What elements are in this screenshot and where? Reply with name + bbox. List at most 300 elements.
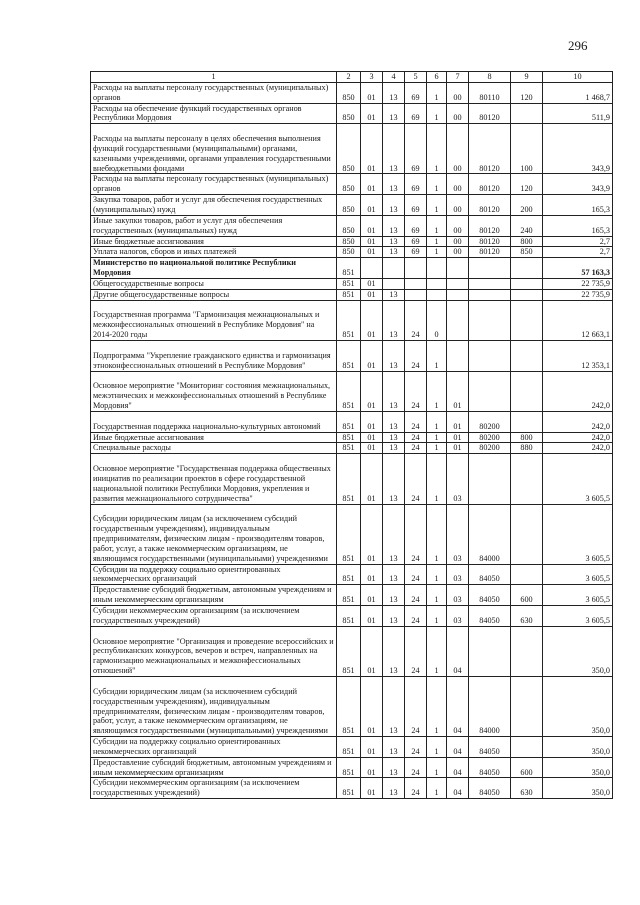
row-program-cell: 69 (405, 236, 427, 247)
row-event-cell: 00 (447, 195, 469, 216)
row-code-cell: 851 (337, 258, 361, 279)
row-amount-cell: 350,0 (543, 626, 613, 676)
row-direction-cell (469, 371, 511, 411)
row-program-cell: 24 (405, 432, 427, 443)
row-code-cell: 850 (337, 236, 361, 247)
row-section-cell: 01 (361, 174, 383, 195)
row-program-cell: 69 (405, 103, 427, 124)
row-amount-cell: 242,0 (543, 443, 613, 454)
row-expense-type-cell (511, 504, 543, 564)
row-subsection-cell: 13 (383, 454, 405, 504)
row-expense-type-cell (511, 258, 543, 279)
row-event-cell (447, 300, 469, 340)
row-event-cell: 03 (447, 585, 469, 606)
row-subprogram-cell: 1 (427, 124, 447, 174)
row-subprogram-cell: 1 (427, 340, 447, 371)
row-section-cell: 01 (361, 504, 383, 564)
row-section-cell: 01 (361, 737, 383, 758)
row-subprogram-cell: 1 (427, 757, 447, 778)
table-row (91, 340, 613, 371)
row-amount-cell: 2,7 (543, 247, 613, 258)
row-subsection-cell: 13 (383, 737, 405, 758)
row-name-cell: Субсидии некоммерческим организациям (за исключением государственных учреждений) (91, 606, 337, 627)
table-row (91, 289, 613, 300)
row-name-cell: Общегосударственные вопросы (91, 278, 337, 289)
row-amount-cell: 165,3 (543, 195, 613, 216)
row-direction-cell (469, 289, 511, 300)
row-subsection-cell: 13 (383, 236, 405, 247)
row-direction-cell: 80200 (469, 411, 511, 432)
row-direction-cell: 80120 (469, 103, 511, 124)
row-expense-type-cell (511, 564, 543, 585)
row-section-cell: 01 (361, 82, 383, 103)
row-subprogram-cell: 1 (427, 564, 447, 585)
row-event-cell (447, 278, 469, 289)
row-subsection-cell: 13 (383, 443, 405, 454)
row-name-cell: Субсидии на поддержку социально ориентированных некоммерческих организаций (91, 737, 337, 758)
row-expense-type-cell: 880 (511, 443, 543, 454)
header-cell: 7 (447, 72, 469, 83)
row-name-cell: Расходы на выплаты персоналу государственных (муниципальных) органов (91, 82, 337, 103)
header-cell: 9 (511, 72, 543, 83)
row-name-cell: Закупка товаров, работ и услуг для обеспечения государственных (муниципальных) нужд (91, 195, 337, 216)
row-subprogram-cell: 1 (427, 174, 447, 195)
row-section-cell: 01 (361, 564, 383, 585)
table-row (91, 411, 613, 432)
row-subsection-cell (383, 278, 405, 289)
table-row (91, 300, 613, 340)
row-section-cell: 01 (361, 626, 383, 676)
row-subprogram-cell: 1 (427, 443, 447, 454)
row-code-cell: 851 (337, 443, 361, 454)
row-event-cell: 00 (447, 103, 469, 124)
table-row (91, 278, 613, 289)
row-program-cell (405, 289, 427, 300)
row-event-cell (447, 258, 469, 279)
header-cell: 8 (469, 72, 511, 83)
row-amount-cell: 3 605,5 (543, 606, 613, 627)
row-subsection-cell: 13 (383, 215, 405, 236)
header-cell: 1 (91, 72, 337, 83)
row-code-cell: 851 (337, 289, 361, 300)
row-event-cell: 00 (447, 236, 469, 247)
row-direction-cell: 84050 (469, 606, 511, 627)
row-event-cell: 01 (447, 432, 469, 443)
row-name-cell: Субсидии на поддержку социально ориентированных некоммерческих организаций (91, 564, 337, 585)
row-program-cell: 69 (405, 174, 427, 195)
row-subsection-cell: 13 (383, 340, 405, 371)
row-program-cell: 24 (405, 300, 427, 340)
row-code-cell: 851 (337, 300, 361, 340)
row-program-cell: 24 (405, 340, 427, 371)
row-section-cell: 01 (361, 606, 383, 627)
row-event-cell (447, 289, 469, 300)
row-direction-cell (469, 258, 511, 279)
row-section-cell: 01 (361, 300, 383, 340)
row-direction-cell: 80120 (469, 236, 511, 247)
row-amount-cell: 3 605,5 (543, 585, 613, 606)
table-row (91, 195, 613, 216)
row-section-cell: 01 (361, 289, 383, 300)
row-amount-cell: 350,0 (543, 676, 613, 736)
header-cell: 6 (427, 72, 447, 83)
row-direction-cell: 80120 (469, 124, 511, 174)
row-subprogram-cell: 1 (427, 236, 447, 247)
table-row (91, 757, 613, 778)
row-name-cell: Расходы на выплаты персоналу в целях обеспечения выполнения функций государственными (муниципальными) органами, казенными учреждениями, органами управления государственными внебюджетными фондами (91, 124, 337, 174)
row-amount-cell: 3 605,5 (543, 564, 613, 585)
row-event-cell: 00 (447, 247, 469, 258)
row-direction-cell (469, 454, 511, 504)
row-section-cell: 01 (361, 236, 383, 247)
row-direction-cell (469, 300, 511, 340)
row-program-cell: 69 (405, 195, 427, 216)
row-direction-cell: 80200 (469, 443, 511, 454)
row-section-cell: 01 (361, 340, 383, 371)
row-expense-type-cell (511, 676, 543, 736)
row-direction-cell: 84050 (469, 737, 511, 758)
row-amount-cell: 12 353,1 (543, 340, 613, 371)
row-section-cell: 01 (361, 124, 383, 174)
row-event-cell: 04 (447, 676, 469, 736)
row-expense-type-cell (511, 289, 543, 300)
row-expense-type-cell (511, 737, 543, 758)
row-program-cell: 24 (405, 606, 427, 627)
table-row (91, 247, 613, 258)
row-subprogram-cell: 1 (427, 504, 447, 564)
row-subsection-cell: 13 (383, 411, 405, 432)
row-name-cell: Расходы на выплаты персоналу государственных (муниципальных) органов (91, 174, 337, 195)
row-amount-cell: 511,9 (543, 103, 613, 124)
row-amount-cell: 165,3 (543, 215, 613, 236)
row-program-cell: 24 (405, 411, 427, 432)
row-subsection-cell: 13 (383, 300, 405, 340)
row-program-cell: 24 (405, 778, 427, 799)
row-subprogram-cell: 1 (427, 778, 447, 799)
row-program-cell: 69 (405, 215, 427, 236)
table-row (91, 215, 613, 236)
row-expense-type-cell: 850 (511, 247, 543, 258)
row-name-cell: Другие общегосударственные вопросы (91, 289, 337, 300)
table-row (91, 778, 613, 799)
row-expense-type-cell: 800 (511, 236, 543, 247)
row-code-cell: 851 (337, 737, 361, 758)
row-subprogram-cell (427, 278, 447, 289)
row-expense-type-cell (511, 278, 543, 289)
row-code-cell: 851 (337, 411, 361, 432)
row-subsection-cell: 13 (383, 103, 405, 124)
row-name-cell: Субсидии юридическим лицам (за исключением субсидий государственным учреждениям), индивидуальным предпринимателям, физическим лицам - производителям товаров, работ, услуг, а также некоммерческим организациям, не являющимся государственными (муниципальными) учреждениями (91, 676, 337, 736)
row-expense-type-cell (511, 626, 543, 676)
row-program-cell (405, 258, 427, 279)
row-section-cell: 01 (361, 778, 383, 799)
table-row (91, 258, 613, 279)
row-subsection-cell: 13 (383, 504, 405, 564)
row-code-cell: 851 (337, 371, 361, 411)
row-program-cell: 24 (405, 585, 427, 606)
row-expense-type-cell: 800 (511, 432, 543, 443)
row-amount-cell: 3 605,5 (543, 454, 613, 504)
table-row (91, 676, 613, 736)
row-program-cell: 69 (405, 124, 427, 174)
table-row (91, 606, 613, 627)
row-name-cell: Уплата налогов, сборов и иных платежей (91, 247, 337, 258)
row-amount-cell: 343,9 (543, 124, 613, 174)
row-direction-cell: 80200 (469, 432, 511, 443)
row-subsection-cell: 13 (383, 82, 405, 103)
row-subsection-cell: 13 (383, 757, 405, 778)
row-program-cell: 24 (405, 454, 427, 504)
row-event-cell: 01 (447, 371, 469, 411)
row-expense-type-cell (511, 411, 543, 432)
row-code-cell: 851 (337, 504, 361, 564)
row-name-cell: Предоставление субсидий бюджетным, автономным учреждениям и иным некоммерческим организациям (91, 757, 337, 778)
row-direction-cell: 84050 (469, 757, 511, 778)
table-row (91, 564, 613, 585)
row-expense-type-cell: 200 (511, 195, 543, 216)
row-event-cell: 03 (447, 454, 469, 504)
row-section-cell: 01 (361, 443, 383, 454)
row-code-cell: 850 (337, 82, 361, 103)
row-amount-cell: 242,0 (543, 371, 613, 411)
row-code-cell: 851 (337, 585, 361, 606)
row-program-cell: 24 (405, 443, 427, 454)
row-amount-cell: 242,0 (543, 432, 613, 443)
row-code-cell: 851 (337, 278, 361, 289)
row-name-cell: Подпрограмма "Укрепление гражданского единства и гармонизация этноконфессиональных отношений в Республике Мордовия" (91, 340, 337, 371)
row-subsection-cell: 13 (383, 195, 405, 216)
row-event-cell: 04 (447, 778, 469, 799)
row-program-cell: 24 (405, 626, 427, 676)
row-name-cell: Специальные расходы (91, 443, 337, 454)
row-subprogram-cell: 1 (427, 454, 447, 504)
row-direction-cell: 84050 (469, 778, 511, 799)
row-subprogram-cell: 1 (427, 195, 447, 216)
row-direction-cell: 84050 (469, 564, 511, 585)
table-row (91, 504, 613, 564)
row-expense-type-cell: 100 (511, 124, 543, 174)
row-code-cell: 851 (337, 454, 361, 504)
row-expense-type-cell: 600 (511, 585, 543, 606)
row-program-cell: 24 (405, 564, 427, 585)
row-program-cell: 69 (405, 247, 427, 258)
table-row (91, 432, 613, 443)
row-direction-cell: 80120 (469, 195, 511, 216)
row-subsection-cell: 13 (383, 778, 405, 799)
row-name-cell: Государственная программа "Гармонизация межнациональных и межконфессиональных отношений в Республике Мордовия" на 2014-2020 годы (91, 300, 337, 340)
row-subprogram-cell: 0 (427, 300, 447, 340)
table-row (91, 103, 613, 124)
header-cell: 3 (361, 72, 383, 83)
row-section-cell: 01 (361, 371, 383, 411)
row-code-cell: 851 (337, 432, 361, 443)
row-name-cell: Иные закупки товаров, работ и услуг для обеспечения государственных (муниципальных) нужд (91, 215, 337, 236)
header-cell: 2 (337, 72, 361, 83)
row-subsection-cell: 13 (383, 371, 405, 411)
row-amount-cell: 242,0 (543, 411, 613, 432)
row-amount-cell: 343,9 (543, 174, 613, 195)
row-event-cell: 00 (447, 124, 469, 174)
row-direction-cell: 80110 (469, 82, 511, 103)
page-number: 296 (568, 38, 588, 53)
row-subprogram-cell: 1 (427, 103, 447, 124)
row-section-cell: 01 (361, 215, 383, 236)
table-row (91, 124, 613, 174)
row-event-cell (447, 340, 469, 371)
table-row (91, 585, 613, 606)
row-code-cell: 850 (337, 247, 361, 258)
table-row (91, 236, 613, 247)
row-program-cell: 24 (405, 676, 427, 736)
row-amount-cell: 2,7 (543, 236, 613, 247)
table-row (91, 174, 613, 195)
row-expense-type-cell: 240 (511, 215, 543, 236)
row-subsection-cell: 13 (383, 564, 405, 585)
row-name-cell: Государственная поддержка национально-культурных автономий (91, 411, 337, 432)
table-row (91, 737, 613, 758)
row-subprogram-cell: 1 (427, 411, 447, 432)
row-amount-cell: 22 735,9 (543, 289, 613, 300)
row-amount-cell: 350,0 (543, 778, 613, 799)
row-direction-cell: 80120 (469, 215, 511, 236)
row-event-cell: 00 (447, 174, 469, 195)
row-subprogram-cell: 1 (427, 606, 447, 627)
row-subprogram-cell: 1 (427, 676, 447, 736)
budget-table (90, 71, 613, 799)
row-section-cell: 01 (361, 432, 383, 443)
row-subsection-cell: 13 (383, 247, 405, 258)
row-expense-type-cell: 120 (511, 82, 543, 103)
row-name-cell: Основное мероприятие "Организация и проведение всероссийских и республиканских конкурсов, вечеров и встреч, направленных на гармонизацию межнациональных и межконфессиональных отношений" (91, 626, 337, 676)
row-event-cell: 01 (447, 443, 469, 454)
row-name-cell: Субсидии юридическим лицам (за исключением субсидий государственным учреждениям), индивидуальным предпринимателям, физическим лицам - производителям товаров, работ, услуг, а также некоммерческим организациям, не являющимся государственными (муниципальными) учреждениями (91, 504, 337, 564)
row-subsection-cell: 13 (383, 626, 405, 676)
row-amount-cell: 350,0 (543, 737, 613, 758)
header-cell: 5 (405, 72, 427, 83)
row-name-cell: Субсидии некоммерческим организациям (за исключением государственных учреждений) (91, 778, 337, 799)
row-name-cell: Предоставление субсидий бюджетным, автономным учреждениям и иным некоммерческим организациям (91, 585, 337, 606)
row-direction-cell: 80120 (469, 174, 511, 195)
row-code-cell: 851 (337, 778, 361, 799)
row-name-cell: Расходы на обеспечение функций государственных органов Республики Мордовия (91, 103, 337, 124)
row-code-cell: 850 (337, 195, 361, 216)
row-expense-type-cell: 600 (511, 757, 543, 778)
row-subprogram-cell: 1 (427, 371, 447, 411)
row-expense-type-cell: 120 (511, 174, 543, 195)
table-row (91, 454, 613, 504)
row-name-cell: Иные бюджетные ассигнования (91, 432, 337, 443)
row-subsection-cell: 13 (383, 606, 405, 627)
row-subprogram-cell: 1 (427, 626, 447, 676)
row-code-cell: 851 (337, 606, 361, 627)
row-code-cell: 851 (337, 340, 361, 371)
row-code-cell: 850 (337, 215, 361, 236)
row-event-cell: 03 (447, 606, 469, 627)
row-direction-cell (469, 626, 511, 676)
row-amount-cell: 12 663,1 (543, 300, 613, 340)
row-name-cell: Основное мероприятие "Мониторинг состояния межнациональных, межэтнических и межконфессиональных отношений в Республике Мордовия" (91, 371, 337, 411)
row-amount-cell: 22 735,9 (543, 278, 613, 289)
row-section-cell: 01 (361, 278, 383, 289)
table-row (91, 626, 613, 676)
row-name-cell: Министерство по национальной политике Республики Мордовия (91, 258, 337, 279)
row-section-cell: 01 (361, 103, 383, 124)
row-section-cell: 01 (361, 247, 383, 258)
row-expense-type-cell (511, 340, 543, 371)
row-amount-cell: 350,0 (543, 757, 613, 778)
row-program-cell: 24 (405, 737, 427, 758)
row-direction-cell: 84050 (469, 585, 511, 606)
row-subprogram-cell (427, 258, 447, 279)
row-section-cell: 01 (361, 757, 383, 778)
row-direction-cell: 84000 (469, 504, 511, 564)
table-header-row (91, 72, 613, 83)
row-amount-cell: 57 163,3 (543, 258, 613, 279)
row-amount-cell: 1 468,7 (543, 82, 613, 103)
row-subprogram-cell: 1 (427, 432, 447, 443)
row-code-cell: 851 (337, 757, 361, 778)
row-program-cell: 24 (405, 371, 427, 411)
row-event-cell: 04 (447, 757, 469, 778)
row-expense-type-cell: 630 (511, 778, 543, 799)
row-name-cell: Основное мероприятие "Государственная поддержка общественных инициатив по реализации проектов в сфере государственной национальной политики Республики Мордовия, укрепления и развития межнационального сотрудничества" (91, 454, 337, 504)
row-subprogram-cell: 1 (427, 215, 447, 236)
row-subsection-cell: 13 (383, 289, 405, 300)
row-program-cell: 24 (405, 757, 427, 778)
row-event-cell: 03 (447, 564, 469, 585)
row-expense-type-cell (511, 103, 543, 124)
row-subsection-cell: 13 (383, 124, 405, 174)
table-row (91, 371, 613, 411)
row-program-cell: 24 (405, 504, 427, 564)
row-subprogram-cell: 1 (427, 737, 447, 758)
row-direction-cell: 84000 (469, 676, 511, 736)
row-subsection-cell: 13 (383, 432, 405, 443)
row-subsection-cell (383, 258, 405, 279)
row-section-cell: 01 (361, 676, 383, 736)
row-code-cell: 850 (337, 103, 361, 124)
row-event-cell: 01 (447, 411, 469, 432)
row-direction-cell: 80120 (469, 247, 511, 258)
row-amount-cell: 3 605,5 (543, 504, 613, 564)
row-subprogram-cell: 1 (427, 247, 447, 258)
row-event-cell: 04 (447, 626, 469, 676)
header-cell: 4 (383, 72, 405, 83)
row-code-cell: 850 (337, 124, 361, 174)
row-expense-type-cell: 630 (511, 606, 543, 627)
row-section-cell: 01 (361, 585, 383, 606)
row-event-cell: 03 (447, 504, 469, 564)
table-row (91, 443, 613, 454)
row-code-cell: 851 (337, 676, 361, 736)
row-subprogram-cell (427, 289, 447, 300)
row-section-cell (361, 258, 383, 279)
row-subprogram-cell: 1 (427, 82, 447, 103)
row-event-cell: 00 (447, 82, 469, 103)
row-name-cell: Иные бюджетные ассигнования (91, 236, 337, 247)
row-event-cell: 00 (447, 215, 469, 236)
row-section-cell: 01 (361, 195, 383, 216)
row-subsection-cell: 13 (383, 174, 405, 195)
row-section-cell: 01 (361, 411, 383, 432)
header-cell: 10 (543, 72, 613, 83)
row-subprogram-cell: 1 (427, 585, 447, 606)
row-expense-type-cell (511, 300, 543, 340)
row-program-cell: 69 (405, 82, 427, 103)
row-subsection-cell: 13 (383, 676, 405, 736)
row-section-cell: 01 (361, 454, 383, 504)
row-code-cell: 851 (337, 564, 361, 585)
